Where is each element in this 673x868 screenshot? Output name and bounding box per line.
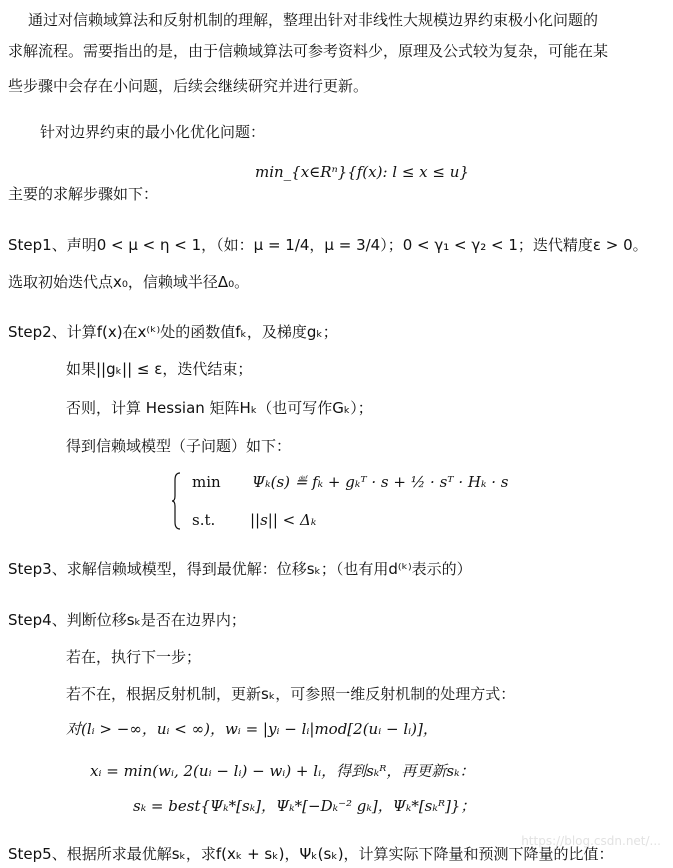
step2-line-4: 得到信赖域模型（子问题）如下： — [66, 437, 292, 455]
step2-line-1: Step2、计算f(x)在x⁽ᵏ⁾处的函数值fₖ，及梯度gₖ； — [8, 323, 338, 341]
step1-line-2: 选取初始迭代点x₀，信赖域半径Δ₀。 — [8, 273, 250, 291]
model-st-label: s.t. — [192, 511, 216, 529]
steps-heading: 主要的求解步骤如下： — [8, 185, 159, 203]
step4-line-2: 若在，执行下一步； — [66, 648, 202, 666]
step4-line-1: Step4、判断位移sₖ是否在边界内； — [8, 611, 246, 629]
intro-line-3: 些步骤中会存在小问题，后续会继续研究并进行更新。 — [8, 77, 369, 95]
step4-line-5: xᵢ = min(wᵢ, 2(uᵢ − lᵢ) − wᵢ) + lᵢ，得到sₖᴿ，再更新sₖ： — [90, 762, 475, 780]
step4-line-6: sₖ = best{Ψₖ*[sₖ]，Ψₖ*[−Dₖ⁻² gₖ]，Ψₖ*[sₖᴿ]}； — [133, 797, 476, 815]
model-min-expression: Ψₖ(s) ≝ fₖ + gₖᵀ · s + ½ · sᵀ · Hₖ · s — [252, 473, 509, 491]
step4-line-3: 若不在，根据反射机制，更新sₖ，可参照一维反射机制的处理方式： — [66, 685, 516, 703]
watermark: https://blog.csdn.net/... — [521, 834, 661, 848]
model-st-expression: ||s|| < Δₖ — [250, 511, 317, 529]
intro-line-2: 求解流程。需要指出的是，由于信赖域算法可参考资料少，原理及公式较为复杂，可能在某 — [8, 42, 609, 60]
problem-heading: 针对边界约束的最小化优化问题： — [40, 123, 266, 141]
step5-line-1: Step5、根据所求最优解sₖ，求f(xₖ + sₖ)，Ψₖ(sₖ)，计算实际下降量和预测下降量的比值： — [8, 845, 614, 863]
intro-line-1: 通过对信赖域算法和反射机制的理解，整理出针对非线性大规模边界约束极小化问题的 — [28, 11, 599, 29]
step4-line-4: 对(lᵢ > −∞，uᵢ < ∞)，wᵢ = |yᵢ − lᵢ|mod[2(uᵢ − lᵢ)]， — [66, 720, 438, 738]
step2-line-2: 如果||gₖ|| ≤ ε，迭代结束； — [66, 360, 253, 378]
step1-line-1: Step1、声明0 < μ < η < 1，（如：μ = 1/4，μ = 3/4）；0 < γ₁ < γ₂ < 1；迭代精度ε > 0。 — [8, 236, 648, 254]
step2-line-3: 否则，计算 Hessian 矩阵Hₖ（也可写作Gₖ）； — [66, 399, 373, 417]
problem-formula: min_{x∈Rⁿ}{f(x): l ≤ x ≤ u} — [255, 163, 469, 181]
step3-line-1: Step3、求解信赖域模型，得到最优解：位移sₖ；（也有用d⁽ᵏ⁾表示的） — [8, 560, 472, 578]
model-min-label: min — [192, 473, 221, 491]
left-brace — [172, 472, 182, 530]
